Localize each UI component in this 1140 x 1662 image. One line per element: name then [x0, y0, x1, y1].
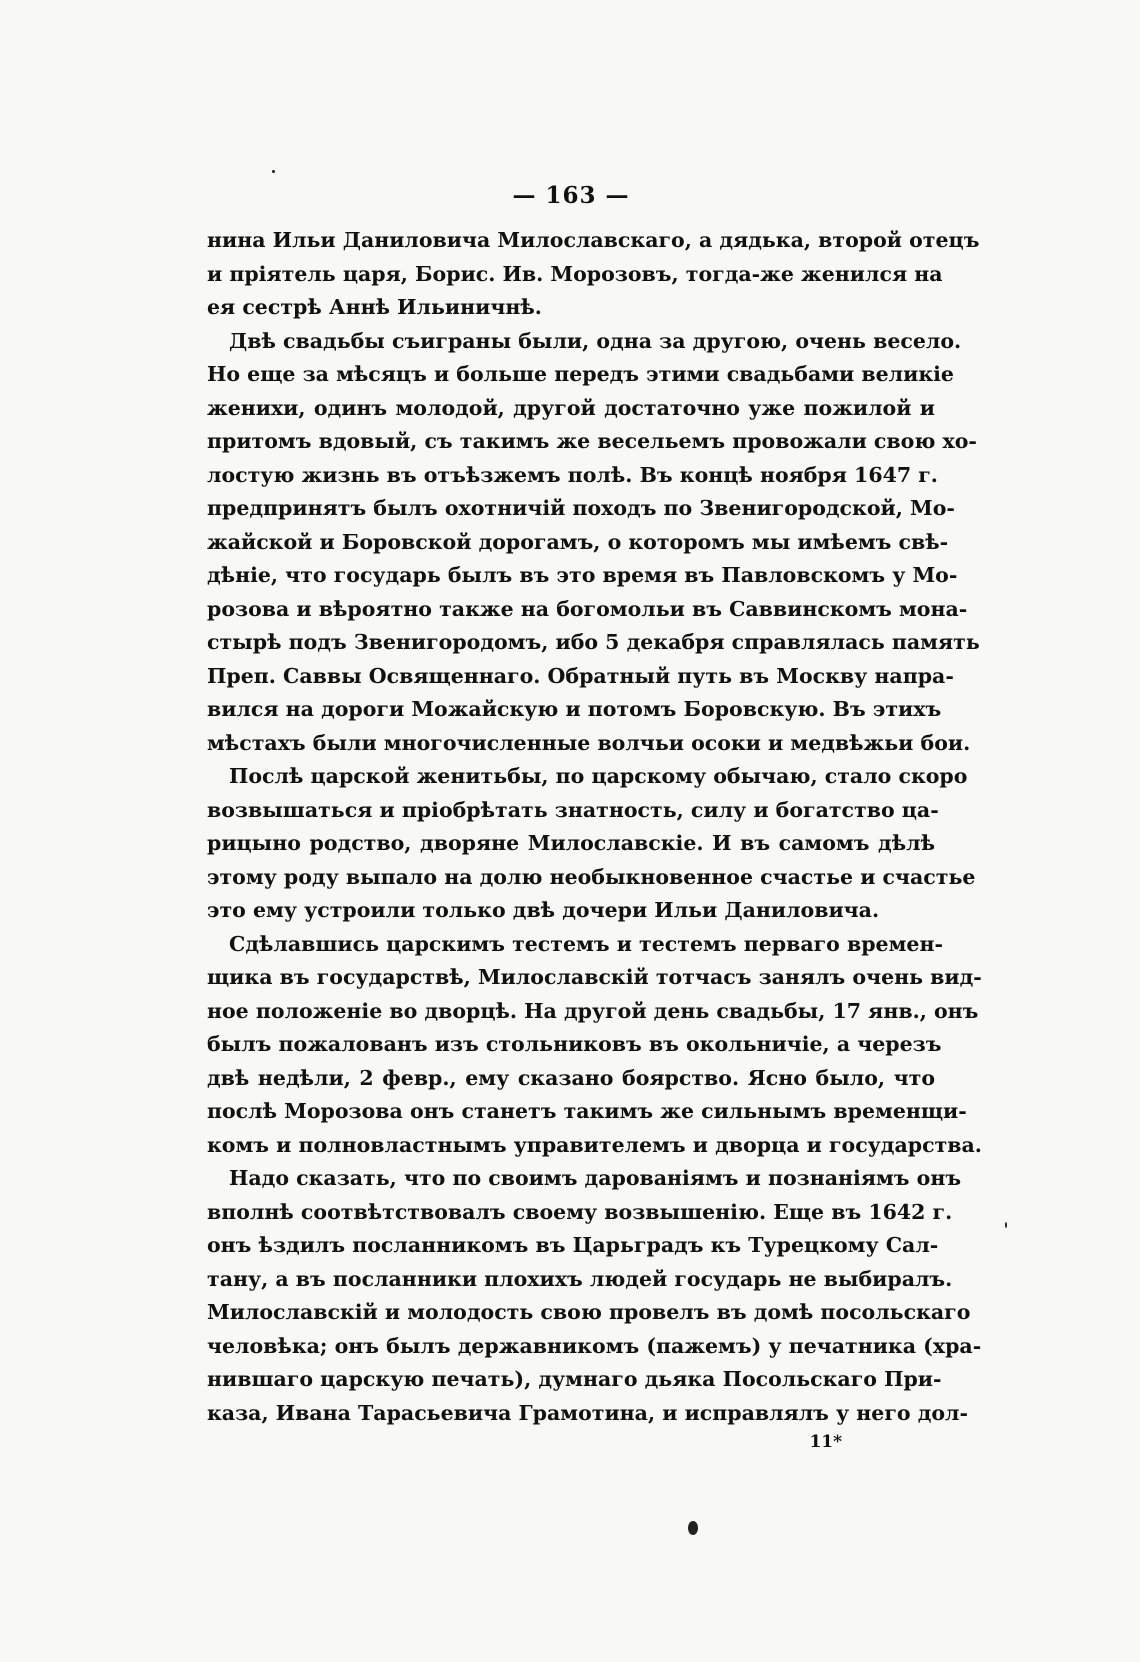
- text-line: послѣ Морозова онъ станетъ такимъ же сильнымъ временщи-: [207, 1099, 967, 1123]
- text-line: Преп. Саввы Освященнаго. Обратный путь въ Москву напра-: [207, 663, 954, 688]
- text-line: жайской и Боровской дорогамъ, о которомъ мы имѣемъ свѣ-: [207, 529, 949, 554]
- text-line: дѣнiе, что государь былъ въ это время въ Павловскомъ у Мо-: [207, 563, 958, 587]
- signature-mark: 11*: [809, 1432, 842, 1452]
- text-line: ное положенiе во дворцѣ. На другой день свадьбы, 17 янв., онъ: [207, 998, 979, 1023]
- text-line: это ему устроили только двѣ дочери Ильи Даниловича.: [207, 898, 880, 922]
- text-line: Милославскiй и молодость свою провелъ въ домѣ посольскаго: [207, 1300, 971, 1324]
- text-line: Но еще за мѣсяцъ и больше передъ этими свадьбами великiе: [207, 362, 954, 386]
- text-line: каза, Ивана Тарасьевича Грамотина, и исправлялъ у него дол-: [207, 1400, 969, 1425]
- ink-blot: [688, 1521, 698, 1535]
- text-line: стырѣ подъ Звенигородомъ, ибо 5 декабря справлялась память: [207, 630, 980, 654]
- text-line: этому роду выпало на долю необыкновенное счастье и счастье: [207, 864, 976, 889]
- paragraph-1: [207, 224, 980, 325]
- text-line: щика въ государствѣ, Милославскiй тотчасъ занялъ очень вид-: [207, 965, 982, 989]
- text-line: двѣ недѣли, 2 февр., ему сказано боярство. Ясно было, что: [207, 1065, 935, 1090]
- text-line: Сдѣлавшись царскимъ тестемъ и тестемъ перваго времен-: [229, 931, 943, 956]
- ink-speck: [1005, 1222, 1007, 1228]
- text-line: мѣстахъ были многочисленные волчьи осоки и медвѣжьи бои.: [207, 730, 971, 755]
- paragraph-2: [207, 325, 980, 761]
- text-line: розова и вѣроятно также на богомольи въ Саввинскомъ мона-: [207, 596, 968, 621]
- text-line: человѣка; онъ былъ державникомъ (пажемъ) у печатника (хра-: [207, 1333, 982, 1358]
- text-line: вился на дороги Можайскую и потомъ Боровскую. Въ этихъ: [207, 697, 942, 721]
- text-line: предпринятъ былъ охотничiй походъ по Звенигородской, Мо-: [207, 496, 955, 520]
- text-line: притомъ вдовый, съ такимъ же весельемъ провожали свою хо-: [207, 429, 977, 453]
- paragraph-5: [207, 1162, 982, 1430]
- text-line: Двѣ свадьбы съиграны были, одна за другою, очень весело.: [229, 328, 962, 353]
- text-line: нина Ильи Даниловича Милославскаго, а дядька, второй отецъ: [207, 228, 980, 252]
- text-line: комъ и полновластнымъ управителемъ и дворца и государства.: [207, 1132, 982, 1157]
- text-line: тану, а въ посланники плохихъ людей государь не выбиралъ.: [207, 1266, 953, 1291]
- text-block: [207, 172, 982, 1454]
- ink-speck: [272, 170, 275, 173]
- text-line: вполнѣ соотвѣтствовалъ своему возвышенiю. Еще въ 1642 г.: [207, 1199, 953, 1224]
- page-number-header: — 163 —: [512, 182, 630, 209]
- text-line: онъ ѣздилъ посланникомъ въ Царьградъ къ Турецкому Сал-: [207, 1233, 939, 1257]
- text-line: былъ пожалованъ изъ стольниковъ въ окольничiе, а черезъ: [207, 1032, 942, 1056]
- text-line: рицыно родство, дворяне Милославскiе. И въ самомъ дѣлѣ: [207, 831, 935, 855]
- paragraph-4: [207, 928, 982, 1163]
- text-line: нившаго царскую печать), думнаго дьяка Посольскаго При-: [207, 1367, 942, 1391]
- paragraph-3: [207, 760, 976, 928]
- text-line: Надо сказать, что по своимъ дарованiямъ и познанiямъ онъ: [229, 1166, 962, 1190]
- text-line: Послѣ царской женитьбы, по царскому обычаю, стало скоро: [229, 764, 968, 788]
- text-line: возвышаться и прiобрѣтать знатность, силу и богатство ца-: [207, 797, 939, 822]
- text-line: лостую жизнь въ отъѣзжемъ полѣ. Въ концѣ ноября 1647 г.: [207, 462, 938, 487]
- text-line: и прiятель царя, Борис. Ив. Морозовъ, тогда-же женился на: [207, 261, 943, 286]
- text-line: женихи, одинъ молодой, другой достаточно уже пожилой и: [207, 395, 935, 420]
- text-line: ея сестрѣ Аннѣ Ильиничнѣ.: [207, 295, 542, 319]
